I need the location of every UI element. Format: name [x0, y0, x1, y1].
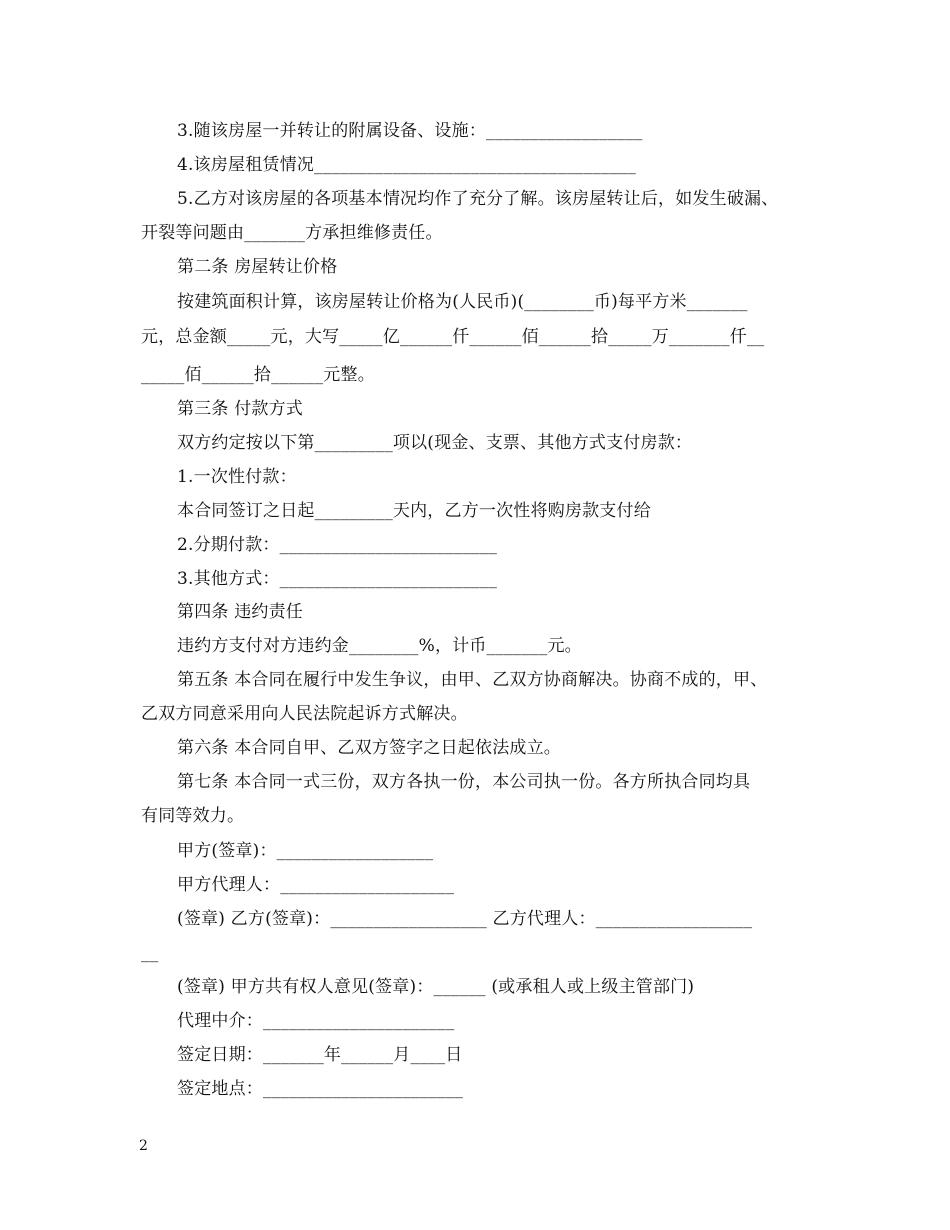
text-line-penalty: 违约方支付对方违约金________%，计币_______元。 [177, 636, 582, 656]
signature-line-overflow: __ [141, 943, 159, 963]
article-3-heading: 第三条 付款方式 [177, 399, 304, 419]
article-6-text: 第六条 本合同自甲、乙双方签字之日起依法成立。 [177, 738, 562, 758]
page-number: 2 [139, 1138, 148, 1154]
signing-date-line: 签定日期：_______年______月____日 [177, 1045, 463, 1065]
signing-place-line: 签定地点：_______________________ [177, 1079, 464, 1099]
article-7-text: 第七条 本合同一式三份，双方各执一份，本公司执一份。各方所执合同均具 [177, 772, 751, 792]
text-line-lump-sum-detail: 本合同签订之日起_________天内，乙方一次性将购房款支付给 [177, 501, 651, 521]
article-5-text: 第五条 本合同在履行中发生争议，由甲、乙双方协商解决。协商不成的，甲、 [177, 670, 768, 690]
article-5-continued: 乙双方同意采用向人民法院起诉方式解决。 [141, 704, 468, 724]
text-line-installment: 2.分期付款：_________________________ [177, 535, 498, 555]
co-owner-opinion-line: (签章) 甲方共有权人意见(签章)：______ (或承租人或上级主管部门) [177, 977, 695, 997]
text-line-amount-in-words: _____佰______拾______元整。 [141, 365, 375, 385]
agency-line: 代理中介：______________________ [177, 1011, 455, 1031]
article-4-heading: 第四条 违约责任 [177, 602, 304, 622]
article-2-heading: 第二条 房屋转让价格 [177, 257, 338, 277]
party-b-signature-line: (签章) 乙方(签章)：__________________ 乙方代理人：__________________ [177, 909, 753, 929]
text-line-payment-option: 双方约定按以下第_________项以(现金、支票、其他方式支付房款： [177, 433, 693, 453]
text-line-other-method: 3.其他方式：_________________________ [177, 569, 498, 589]
article-7-continued: 有同等效力。 [141, 806, 245, 826]
party-a-signature-line: 甲方(签章)：__________________ [177, 841, 434, 861]
text-line-price-basis: 按建筑面积计算，该房屋转让价格为(人民币)(________币)每平方米_______ [177, 292, 748, 312]
party-a-agent-line: 甲方代理人：____________________ [177, 875, 455, 895]
text-line-lease-status: 4.该房屋租赁情况_____________________________________ [177, 155, 636, 175]
text-line-total-amount: 元，总金额_____元，大写_____亿______仟______佰______拾_____万_______仟__ [141, 327, 765, 347]
text-line-repair-responsibility: 开裂等问题由_______方承担维修责任。 [141, 223, 443, 243]
text-line-party-b-understanding: 5.乙方对该房屋的各项基本情况均作了充分了解。该房屋转让后，如发生破漏、 [177, 189, 779, 209]
text-line-lump-sum: 1.一次性付款： [177, 467, 297, 487]
text-line-attached-facilities: 3.随该房屋一并转让的附属设备、设施：__________________ [177, 121, 643, 141]
